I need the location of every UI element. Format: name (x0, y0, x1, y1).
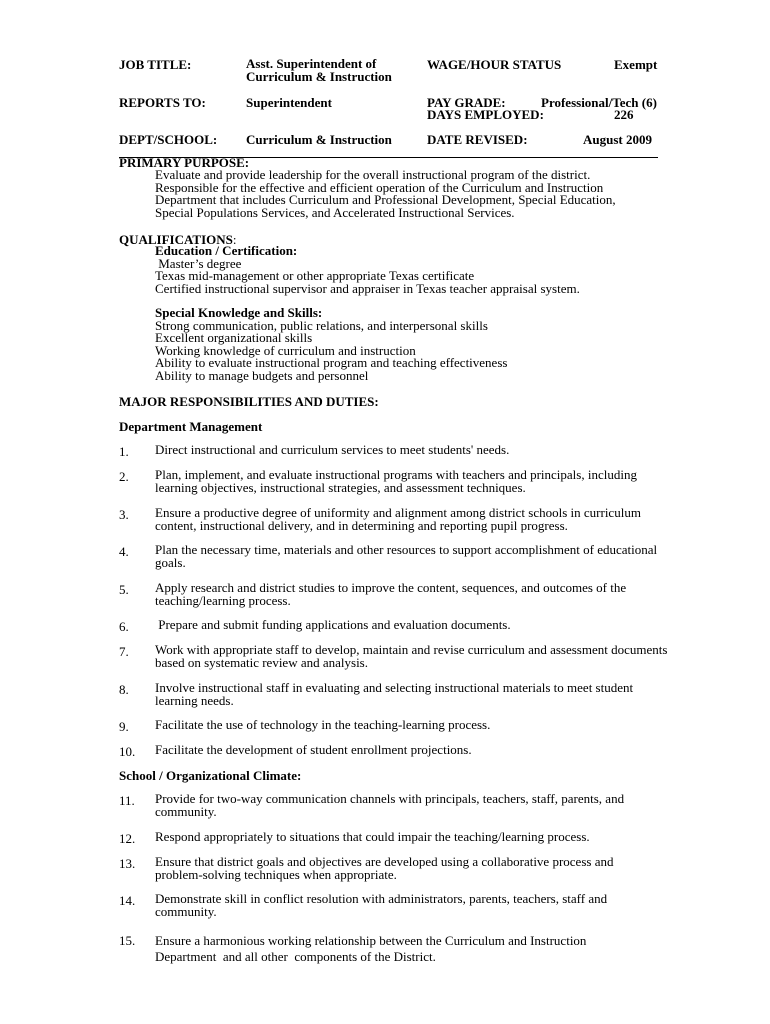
skills-line: Ability to manage budgets and personnel (155, 367, 369, 383)
duty-number: 10. (119, 744, 136, 759)
duty-item-text (155, 444, 509, 457)
duty-number: 3. (119, 507, 129, 522)
dept-school-label: DEPT/SCHOOL: (119, 132, 218, 147)
duty-number: 11. (119, 793, 135, 808)
duty-number: 1. (119, 444, 129, 459)
days-employed-label: DAYS EMPLOYED: (427, 107, 544, 122)
education-block (155, 245, 580, 295)
qualifications-heading-colon: : (232, 232, 237, 247)
duty-line: problem-solving techniques when appropriate. (155, 866, 397, 882)
purpose-line: Responsible for the effective and efficient operation of the Curriculum and Instruction (155, 179, 604, 195)
education-line: Certified instructional supervisor and appraiser in Texas teacher appraisal system. (155, 280, 580, 296)
education-line: Texas mid-management or other appropriate Texas certificate (155, 268, 475, 283)
duty-item-text (155, 544, 657, 569)
skills-line: Ability to evaluate instructional program and teaching effectiveness (155, 355, 508, 370)
duty-line: Work with appropriate staff to develop, maintain and revise curriculum and assessment documents (155, 642, 668, 657)
duty-number: 7. (119, 644, 129, 659)
wage-status-label: WAGE/HOUR STATUS (427, 57, 562, 72)
duty-line: Apply research and district studies to improve the content, sequences, and outcomes of the (155, 580, 627, 595)
duty-line: Plan the necessary time, materials and other resources to support accomplishment of educational (155, 542, 658, 557)
duty-number: 6. (119, 619, 129, 634)
duty-item-text (155, 933, 586, 964)
duty-number: 15. (119, 933, 136, 948)
skills-line: Strong communication, public relations, and interpersonal skills (155, 317, 488, 333)
duty-item-text (155, 719, 490, 732)
job-title-line: Curriculum & Instruction (246, 68, 392, 84)
duty-item-text (155, 469, 637, 494)
skills-line: Working knowledge of curriculum and instruction (155, 342, 416, 358)
duty-number: 2. (119, 469, 129, 484)
duty-item-text (155, 644, 667, 669)
duty-number: 4. (119, 544, 129, 559)
purpose-line: Department that includes Curriculum and Professional Development, Special Education, (155, 192, 616, 207)
duty-line: Provide for two-way communication channels with principals, teachers, staff, parents, and (155, 791, 625, 806)
duty-item-text (155, 856, 613, 881)
pay-grade-value: Professional/Tech (6) (541, 95, 657, 110)
date-revised-value: August 2009 (583, 132, 652, 147)
duty-line: Ensure a harmonious working relationship between the Curriculum and Instruction (155, 933, 587, 948)
duty-number: 14. (119, 893, 136, 908)
primary-purpose-heading: PRIMARY PURPOSE: (119, 155, 250, 170)
duty-item-text (155, 793, 624, 818)
department-management-heading: Department Management (119, 419, 263, 434)
duty-line: community. (155, 903, 217, 919)
duty-line: goals. (155, 554, 186, 570)
duty-item-text (155, 619, 511, 632)
duty-number: 12. (119, 831, 136, 846)
duty-line: Plan, implement, and evaluate instructional programs with teachers and principals, including (155, 467, 637, 482)
purpose-line: Special Populations Services, and Accelerated Instructional Services. (155, 204, 515, 220)
skills-block (155, 307, 507, 382)
duty-line: content, instructional delivery, and in determining and reporting pupil progress. (155, 517, 568, 533)
skills-heading: Special Knowledge and Skills: (155, 305, 323, 320)
duty-line: teaching/learning process. (155, 592, 291, 608)
duty-number: 13. (119, 856, 136, 871)
school-climate-heading: School / Organizational Climate: (119, 768, 302, 783)
wage-status-value: Exempt (614, 57, 658, 72)
duty-number: 8. (119, 682, 129, 697)
job-title-value (246, 58, 392, 83)
duty-line: Respond appropriately to situations that could impair the teaching/learning process. (155, 829, 590, 844)
duty-number: 5. (119, 582, 129, 597)
purpose-line: Evaluate and provide leadership for the overall instructional program of the district. (155, 167, 591, 182)
duty-line: Involve instructional staff in evaluating and selecting instructional materials to meet student (155, 680, 634, 695)
duty-line: Demonstrate skill in conflict resolution with administrators, parents, teachers, staff and (155, 891, 608, 906)
duty-line: Direct instructional and curriculum services to meet students' needs. (155, 442, 510, 457)
date-revised-label: DATE REVISED: (427, 132, 528, 147)
duty-item-text (155, 744, 472, 757)
education-heading: Education / Certification: (155, 243, 298, 258)
duty-line: based on systematic review and analysis. (155, 654, 368, 670)
duty-line: Facilitate the use of technology in the teaching-learning process. (155, 717, 491, 732)
duty-item-text (155, 582, 626, 607)
job-title-label: JOB TITLE: (119, 57, 192, 72)
duties-heading: MAJOR RESPONSIBILITIES AND DUTIES: (119, 394, 379, 409)
dept-school-value: Curriculum & Instruction (246, 132, 392, 147)
qualifications-heading-text: QUALIFICATIONS (119, 232, 233, 247)
duty-line: Ensure a productive degree of uniformity and alignment among district schools in curriculum (155, 505, 641, 520)
duty-line: learning needs. (155, 692, 234, 708)
education-line: Master’s degree (155, 255, 242, 271)
duty-line: Ensure that district goals and objectives are developed using a collaborative process and (155, 854, 614, 869)
duty-line: Prepare and submit funding applications and evaluation documents. (155, 617, 511, 632)
duty-item-text (155, 831, 590, 844)
job-title-line: Asst. Superintendent of (246, 56, 377, 71)
skills-line: Excellent organizational skills (155, 330, 313, 345)
primary-purpose-text (155, 169, 616, 219)
pay-grade-label: PAY GRADE: (427, 95, 506, 110)
duty-line: community. (155, 803, 217, 819)
duty-line: Facilitate the development of student enrollment projections. (155, 742, 472, 757)
duty-line: learning objectives, instructional strategies, and assessment techniques. (155, 479, 526, 495)
reports-to-label: REPORTS TO: (119, 95, 206, 110)
duty-item-text (155, 893, 607, 918)
days-employed-value: 226 (614, 107, 634, 122)
duty-item-text (155, 507, 641, 532)
duty-line: Department and all other components of the District. (155, 948, 436, 964)
duty-item-text (155, 682, 633, 707)
reports-to-value: Superintendent (246, 95, 332, 110)
duty-number: 9. (119, 719, 129, 734)
